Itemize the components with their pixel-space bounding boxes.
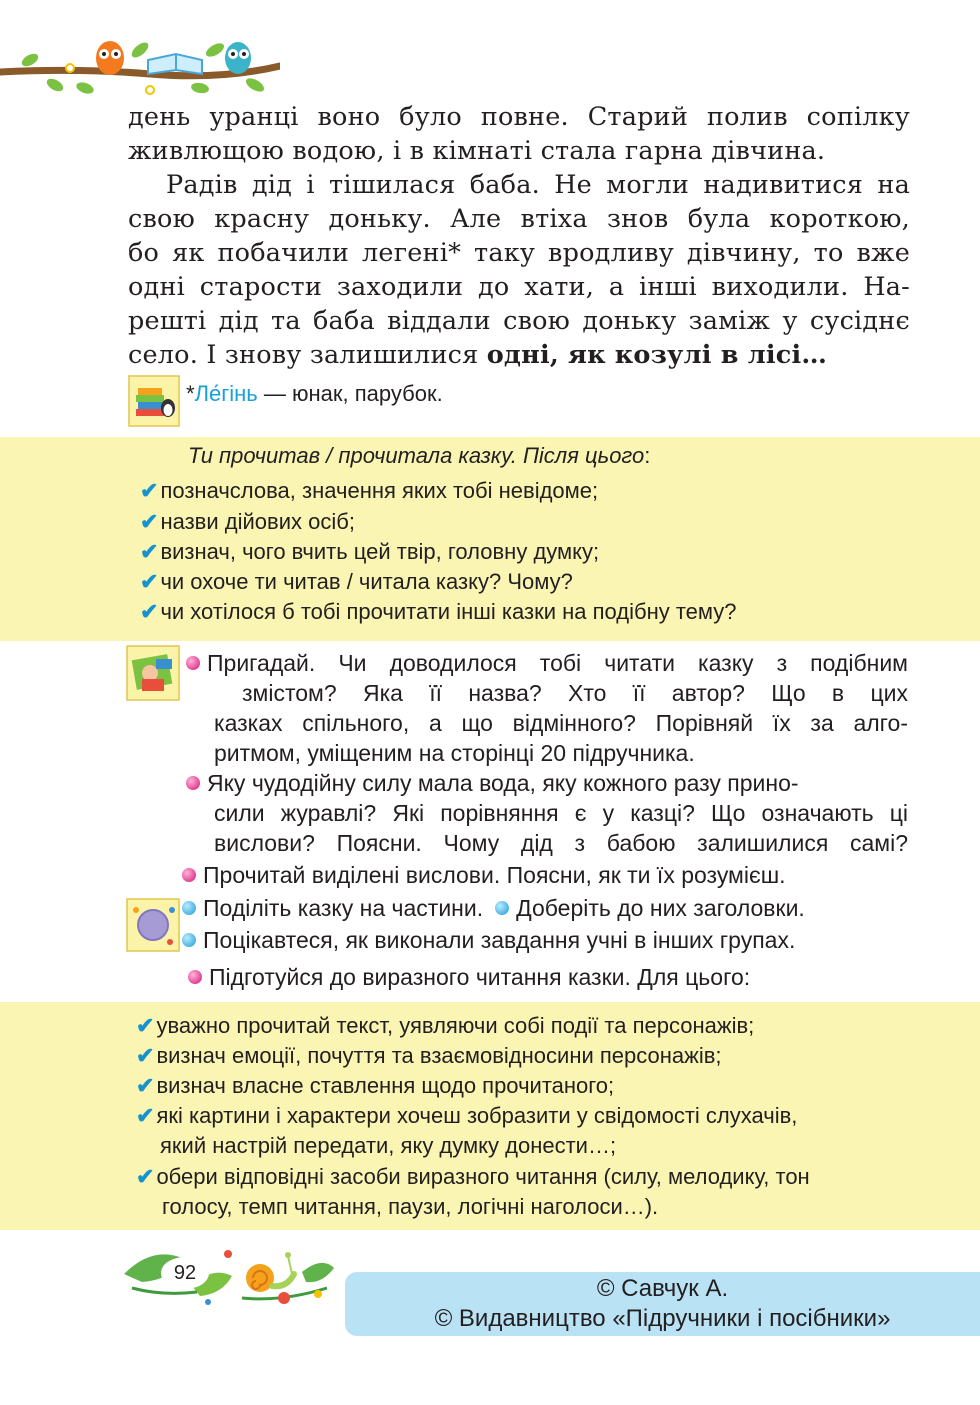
page-number: 92 [173,1262,197,1284]
task-item-text: уважно прочитай текст, уявляючи собі події та персонажів; [156,1013,755,1038]
task-band-title-text: Ти прочитав / прочитала казку. Після цього [188,443,645,468]
blue-bullet-icon [182,933,196,947]
footer-snail-flowers-illustration [122,1236,337,1316]
story-line: день уранці воно було повне. Старий полив сопілку [128,102,910,132]
task-item-text: які картини і характери хочеш зобразити у свідомості слухачів, [156,1103,798,1128]
task-item [136,1103,797,1129]
task-item-text: визнач емоції, почуття та взаємовідносини персонажів; [156,1043,722,1068]
task-item [140,478,598,504]
footnote-term: Ле́гінь [194,381,258,406]
check-icon: ✔ [140,539,159,564]
question-line: сили журавлі? Які порівняння є у казці? Що означають ці [214,800,908,826]
task-item-text: визнач власне ставлення щодо прочитаного; [156,1073,615,1098]
group-work-icon [126,898,180,952]
story-line: бо як побачили легені* таку вродливу дівчину, то вже [128,238,910,268]
footnote-definition: — юнак, парубок. [257,381,443,406]
task-item-continuation: який настрій передати, яку думку донести…; [160,1133,617,1158]
copyright-author: © Савчук А. [596,1275,729,1302]
group-task-text: Поцікавтеся, як виконали завдання учні в інших групах. [203,927,796,953]
question-line: Прочитай виділені вислови. Поясни, як ти їх розумієш. [203,862,786,888]
question-line: змістом? Яка її назва? Хто її автор? Що в цих [242,680,908,706]
story-line-last [128,338,910,372]
books-icon [128,375,180,427]
task-item [136,1073,614,1099]
question-line: ритмом, уміщеним на сторінці 20 підручника. [214,740,695,766]
task-item [136,1013,754,1039]
question-line: Підготуйся до виразного читання казки. Для цього: [209,964,751,990]
pink-bullet-icon [186,776,200,790]
check-icon: ✔ [136,1043,155,1068]
copyright-publisher: © Видавництво «Підручники і посібники» [434,1305,891,1332]
task-item [136,1164,810,1190]
blue-bullet-icon [495,901,509,915]
task-band-title-colon: : [644,443,651,468]
task-item [140,569,573,595]
task-item-text: чи хотілося б тобі прочитати інші казки на подібну тему? [160,599,737,624]
group-task-text: Доберіть до них заголовки. [516,895,805,921]
question-line: вислови? Поясни. Чому дід з бабою залишилися самі? [214,830,908,856]
task-item [140,539,599,565]
check-icon: ✔ [140,509,159,534]
check-icon: ✔ [140,569,159,594]
task-item-text: чи охоче ти читав / читала казку? Чому? [160,569,573,594]
story-line: живлющою водою, і в кімнаті стала гарна дівчина. [128,136,826,166]
footnote [186,381,443,407]
story-last-text: село. І знову залишилися [128,340,487,370]
task-item-text: обери відповідні засоби виразного читання (силу, мелодику, тон [156,1164,810,1189]
question-line: Яку чудодійну силу мала вода, яку кожного разу прино- [207,770,799,796]
reading-child-icon [126,645,180,701]
highlighted-phrase: одні, як козулі в лісі… [486,340,828,370]
story-text [128,100,910,372]
question-line: казках спільного, а що відмінного? Порівняй їх за алго- [214,710,908,736]
question-expressive-reading [188,962,750,992]
pink-bullet-icon [182,868,196,882]
task-item-text: назви дійових осіб; [160,509,355,534]
blue-bullet-icon [182,901,196,915]
story-line: Радів дід і тішилася баба. Не могли надивитися на [166,170,910,200]
question-phrases [182,860,786,890]
story-line: одні старости заходили до хати, а інші виходили. На- [128,272,910,302]
check-icon: ✔ [136,1164,155,1189]
task-item [136,1043,722,1069]
story-line: решті дід та баба віддали свою доньку заміж у сусіднє [128,306,910,336]
question-water [186,768,908,798]
pink-bullet-icon [186,656,200,670]
task-item [140,599,737,625]
pink-bullet-icon [188,970,202,984]
group-task-text: Поділіть казку на частини. [203,895,484,921]
task-item-continuation: голосу, темп читання, паузи, логічні наголоси…). [162,1194,659,1219]
group-task-compare [182,925,795,955]
question-line: Пригадай. Чи доводилося тобі читати казку з подібним [207,650,908,676]
task-item-text: позначслова, значення яких тобі невідоме; [160,478,599,503]
copyright-banner [345,1272,980,1336]
footnote-marker: * [186,381,195,406]
task-item-text: визнач, чого вчить цей твір, головну думку; [160,539,600,564]
check-icon: ✔ [136,1073,155,1098]
check-icon: ✔ [140,599,159,624]
check-icon: ✔ [136,1013,155,1038]
check-icon: ✔ [136,1103,155,1128]
check-icon: ✔ [140,478,159,503]
group-task-parts [182,893,805,923]
task-item [140,509,355,535]
header-branch-illustration [0,30,280,110]
story-line: свою красну доньку. Але втіха знов була короткою, [128,204,910,234]
task-band-title [188,443,650,469]
question-recall [186,648,908,678]
